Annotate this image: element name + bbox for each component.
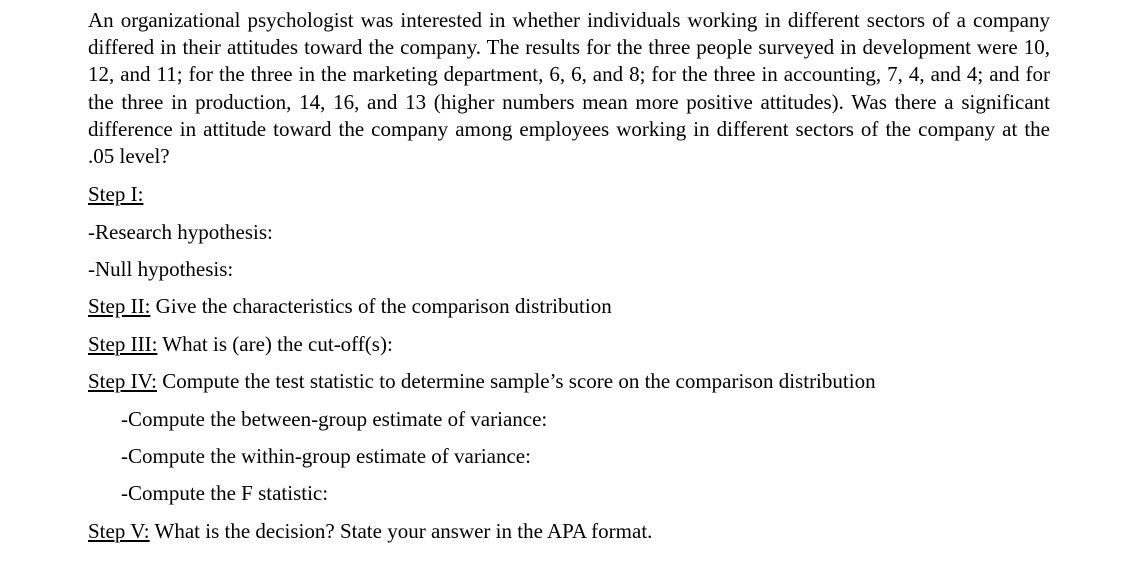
null-hypothesis-prompt: -Null hypothesis: [88,257,234,281]
problem-statement: An organizational psychologist was interested in whether individuals working in different sectors of a company differed in their attitudes toward the company. The results for the three people surveyed in development were 10, 12, and 11; for the three in the marketing department, 6, 6, and 8; for the three in accounting, 7, 4, and 4; and for the three in production, 14, 16, and 13 (higher numbers mean more positive attitudes). Was there a significant difference in attitude toward the company among employees working in different sectors of the company at the .05 level? [88,8,1050,169]
worksheet [88,7,1050,550]
f-statistic-prompt: -Compute the F statistic: [121,481,329,506]
step-3-text: What is (are) the cut-off(s): [157,331,393,356]
research-hypothesis-prompt: -Research hypothesis: [88,219,273,244]
step-3-label: Step III: [88,331,158,356]
step-5-label: Step V: [88,518,150,543]
within-group-prompt: -Compute the within-group estimate of variance: [121,443,531,468]
between-group-prompt: -Compute the between-group estimate of variance: [121,406,548,431]
step-4 [88,363,1050,400]
step-5-text: What is the decision? State your answer in the APA format. [149,518,653,543]
step-3 [88,326,1050,363]
step-2-label: Step II: [88,294,151,319]
step-4-label: Step IV: [88,369,158,394]
step-5 [88,513,1050,550]
step-1-label: Step I: [88,182,144,207]
step-4-text: Compute the test statistic to determine sample’s score on the comparison distribution [157,369,876,394]
step-2-text: Give the characteristics of the comparison distribution [150,294,612,319]
step-1-heading [88,176,1050,213]
step-2 [88,288,1050,325]
